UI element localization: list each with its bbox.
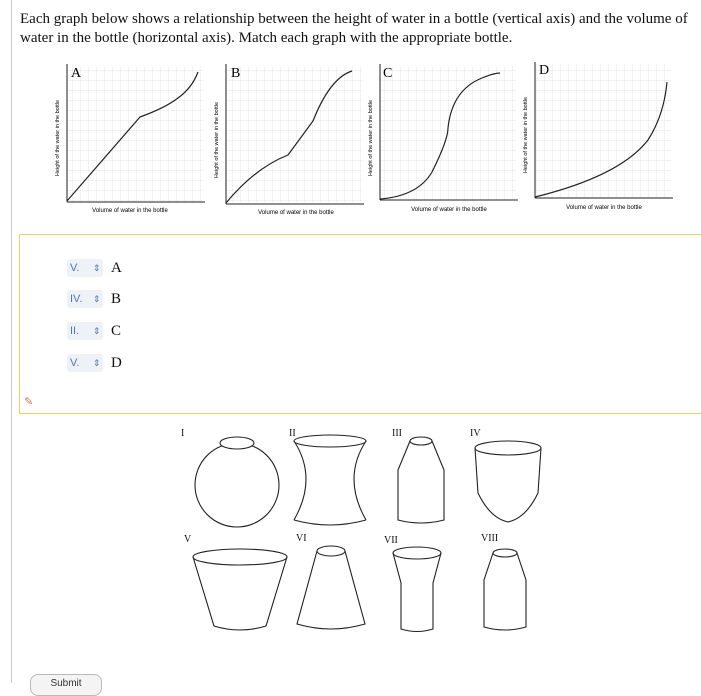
bottle-vi [297, 546, 365, 629]
bottle-label-i: I [181, 428, 185, 439]
bottle-vii [393, 547, 441, 632]
bottles [0, 420, 701, 650]
bottle-label-viii: VIII [481, 533, 499, 544]
chevron-updown-icon: ⇕ [93, 262, 101, 273]
select-graph-a-value: V. [70, 262, 80, 274]
graph-c [368, 64, 518, 213]
chevron-updown-icon: ⇕ [93, 357, 101, 368]
bottle-viii [484, 549, 526, 630]
graph-b-ylabel: Height of the water in the bottle [214, 101, 220, 179]
bottle-i [195, 437, 279, 527]
answer-letter-d: D [111, 354, 122, 371]
bottle-label-vii: VII [384, 535, 398, 546]
graph-d-xlabel: Volume of water in the bottle [566, 205, 642, 211]
graph-c-xlabel: Volume of water in the bottle [411, 207, 487, 213]
answer-panel [19, 234, 701, 414]
graph-b-xlabel: Volume of water in the bottle [258, 210, 334, 216]
select-graph-c[interactable] [67, 322, 103, 340]
graph-a-ylabel: Height of the water in the bottle [55, 99, 61, 177]
select-graph-d[interactable] [67, 354, 103, 372]
answer-letter-b: B [111, 290, 122, 307]
graph-b-letter: B [231, 66, 241, 81]
graph-b [214, 64, 364, 216]
bottle-label-ii: II [289, 428, 296, 439]
graph-a [55, 64, 205, 214]
graph-d-ylabel: Height of the water in the bottle [523, 96, 529, 174]
bottle-v [193, 549, 287, 630]
graphs [0, 0, 701, 230]
bottle-label-v: V [184, 534, 192, 545]
bottle-iv [475, 441, 541, 522]
graph-a-letter: A [71, 66, 82, 81]
bottle-ii [294, 435, 366, 525]
answer-row-d [67, 353, 122, 373]
bottle-label-iii: III [392, 428, 402, 439]
answer-row-a [67, 258, 122, 278]
graph-d-letter: D [539, 63, 550, 78]
select-graph-d-value: V. [70, 357, 80, 369]
graph-c-letter: C [383, 66, 393, 81]
graph-d [523, 62, 673, 211]
select-graph-b[interactable] [67, 290, 103, 308]
pencil-icon: ✎ [24, 396, 34, 408]
select-graph-a[interactable] [67, 259, 103, 277]
answer-letter-c: C [111, 322, 122, 339]
answer-letter-a: A [111, 259, 122, 276]
select-graph-c-value: II. [70, 325, 80, 337]
bottle-iii [398, 437, 444, 523]
graph-c-ylabel: Height of the water in the bottle [368, 99, 374, 177]
bottle-label-iv: IV [470, 428, 481, 439]
graph-a-xlabel: Volume of water in the bottle [92, 208, 168, 214]
answer-row-b [67, 289, 121, 309]
chevron-updown-icon: ⇕ [93, 293, 101, 304]
chevron-updown-icon: ⇕ [93, 325, 101, 336]
bottle-label-vi: VI [296, 533, 307, 544]
answer-row-c [67, 321, 121, 341]
select-graph-b-value: IV. [70, 293, 83, 305]
question-text: Each graph below shows a relationship between the height of water in a bottle (vertical axis) and the volume of water in the bottle (horizontal axis). Match each graph with the appropriate bottle. [20, 11, 688, 46]
submit-button[interactable]: Submit [30, 674, 102, 696]
